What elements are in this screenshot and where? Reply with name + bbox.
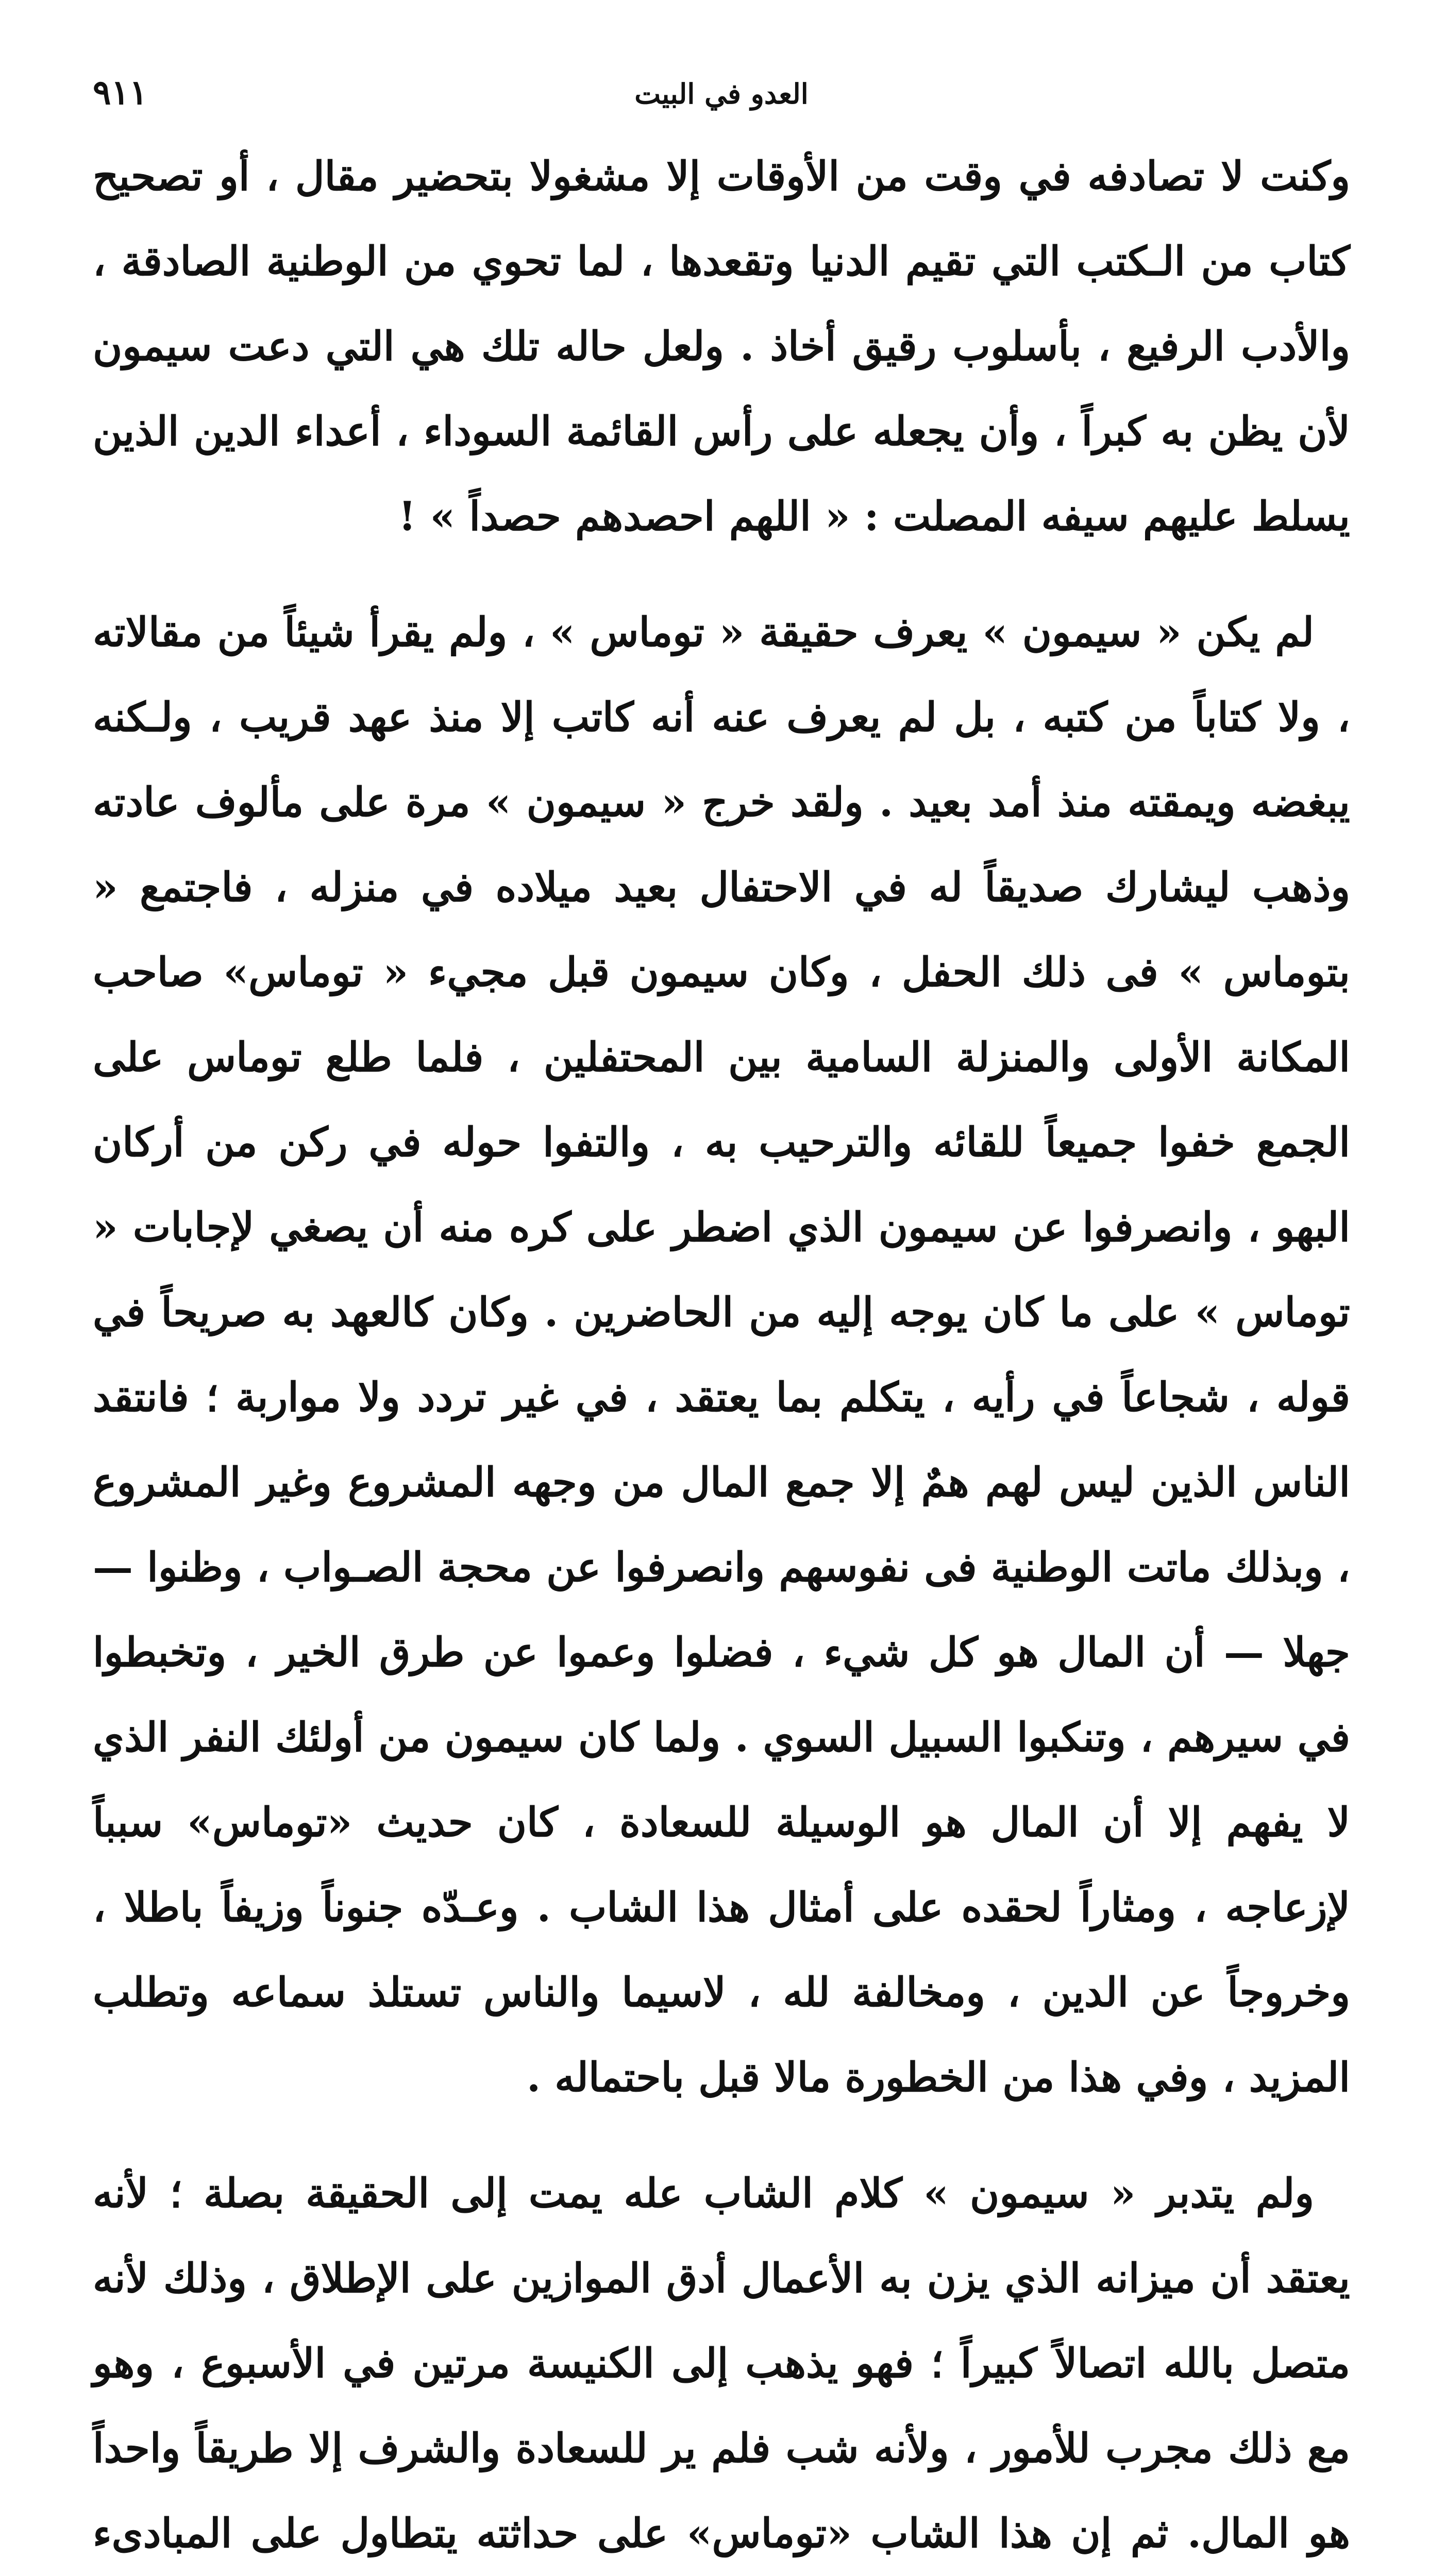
paragraph-2: لم يكن « سيمون » يعرف حقيقة « توماس » ، ولم يقرأ شيئاً من مقالاته ، ولا كتاباً من كتبه ، بل لم يعرف عنه أنه كاتب إلا منذ عهد قريب ، ولـكنه يبغضه ويمقته منذ أمد بعيد . ولقد خرج « سيمون » مرة على مألوف عادته وذهب ليشارك صديقاً له في الاحتفال بعيد ميلاده في منزله ، فاجتمع « بتوماس » فى ذلك الحفل ، وكان سيمون قبل مجيء « توماس» صاحب المكانة الأولى والمنزلة السامية بين المحتفلين ، فلما طلع توماس على الجمع خفوا جميعاً للقائه والترحيب به ، والتفوا حوله في ركن من أركان البهو ، وانصرفوا عن سيمون الذي اضطر على كره منه أن يصغي لإجابات « توماس » على ما كان يوجه إليه من الحاضرين . وكان كالعهد به صريحاً في قوله ، شجاعاً في رأيه ، يتكلم بما يعتقد ، في غير تردد ولا مواربة ؛ فانتقد الناس الذين ليس لهم همٌ إلا جمع المال من وجهه المشروع وغير المشروع ، وبذلك ماتت الوطنية فى نفوسهم وانصرفوا عن محجة الصـواب ، وظنوا — جهلا — أن المال هو كل شيء ، فضلوا وعموا عن طرق الخير ، وتخبطوا في سيرهم ، وتنكبوا السبيل السوي . ولما كان سيمون من أولئك النفر الذي لا يفهم إلا أن المال هو الوسيلة للسعادة ، كان حديث «توماس» سبباً لإزعاجه ، ومثاراً لحقده على أمثال هذا الشاب . وعـدّه جنوناً وزيفاً باطلا ، وخروجاً عن الدين ، ومخالفة لله ، لاسيما والناس تستلذ سماعه وتطلب المزيد ، وفي هذا من الخطورة مالا قبل باحتماله . <box>93 609 1351 2101</box>
book-page <box>93 62 1351 2557</box>
page-header <box>93 62 1350 124</box>
body-text <box>93 134 1350 2576</box>
running-title: العدو في البيت <box>634 77 809 110</box>
page-number: ٩١١ <box>93 72 148 112</box>
paragraph-1: وكنت لا تصادفه في وقت من الأوقات إلا مشغولا بتحضير مقال ، أو تصحيح كتاب من الـكتب التي تقيم الدنيا وتقعدها ، لما تحوي من الوطنية الصادقة ، والأدب الرفيع ، بأسلوب رقيق أخاذ . ولعل حاله تلك هي التي دعت سيمون لأن يظن به كبراً ، وأن يجعله على رأس القائمة السوداء ، أعداء الدين الذين يسلط عليهم سيفه المصلت : « اللهم احصدهم حصداً » ! <box>93 153 1350 540</box>
paragraph-3: ولم يتدبر « سيمون » كلام الشاب عله يمت إلى الحقيقة بصلة ؛ لأنه يعتقد أن ميزانه الذي يزن به الأعمال أدق الموازين على الإطلاق ، وذلك لأنه متصل بالله اتصالاً كبيراً ؛ فهو يذهب إلى الكنيسة مرتين في الأسبوع ، وهو مع ذلك مجرب للأمور ، ولأنه شب فلم ير للسعادة والشرف إلا طريقاً واحداً هو المال. ثم إن هذا الشاب «توماس» على حداثته يتطاول على المبادىء <box>93 2170 1350 2557</box>
